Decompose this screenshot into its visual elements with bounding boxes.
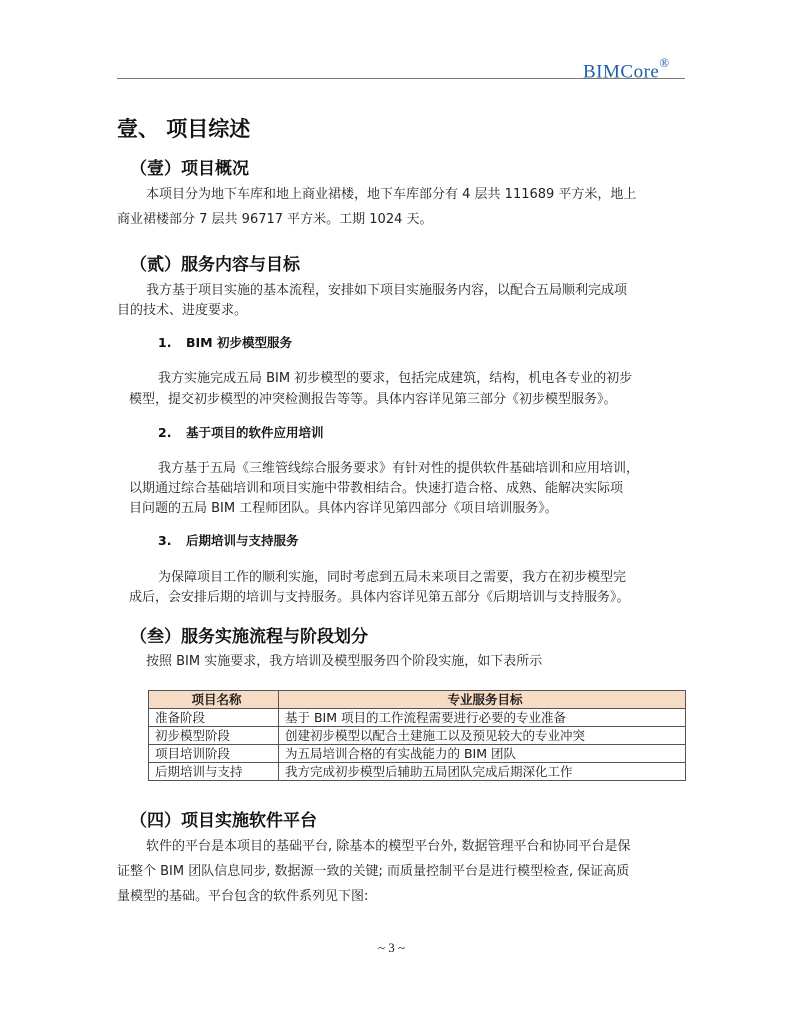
table-cell-phase: 项目培训阶段 (149, 745, 279, 763)
item-3-title: 后期培训与支持服务 (186, 533, 299, 548)
item-3-heading (158, 531, 299, 549)
table-cell-goal: 我方完成初步模型后辅助五局团队完成后期深化工作 (279, 763, 686, 781)
s3-intro: 按照 BIM 实施要求，我方培训及模型服务四个阶段实施，如下表所示 (146, 654, 543, 669)
item-2-title: 基于项目的软件应用培训 (186, 425, 324, 440)
s2-line-2: 目的技术、进度要求。 (117, 303, 248, 318)
table-cell-phase: 后期培训与支持 (149, 763, 279, 781)
item-2-number: 2. (158, 425, 172, 440)
s4-line-1: 软件的平台是本项目的基础平台, 除基本的模型平台外, 数据管理平台和协同平台是保 (146, 839, 631, 854)
item-2-line-1: 我方基于五局《三维管线综合服务要求》有针对性的提供软件基础培训和应用培训， (158, 461, 640, 476)
item-1-heading (158, 333, 292, 351)
phase-table (148, 690, 686, 781)
s2-heading: （贰）服务内容与目标 (130, 255, 300, 275)
item-3-line-2: 成后，会安排后期的培训与支持服务。具体内容详见第五部分《后期培训与支持服务》。 (129, 590, 630, 605)
item-2-heading (158, 423, 324, 441)
s4-heading: （四）项目实施软件平台 (130, 811, 317, 831)
table-row (149, 745, 686, 763)
table-row (149, 763, 686, 781)
item-1-number: 1. (158, 335, 172, 350)
section-title: 壹、 项目综述 (117, 117, 251, 141)
registered-mark: ® (659, 55, 670, 70)
s3-heading: （叁）服务实施流程与阶段划分 (130, 627, 368, 647)
s1-heading: （壹）项目概况 (130, 159, 249, 179)
bimcore-logo: BIMCore® (583, 55, 670, 83)
item-1-title: BIM 初步模型服务 (186, 335, 292, 350)
table-row (149, 727, 686, 745)
s1-line-2: 商业裙楼部分 7 层共 96717 平方米。工期 1024 天。 (117, 212, 433, 227)
table-header-row (149, 691, 686, 709)
table-cell-goal: 为五局培训合格的有实战能力的 BIM 团队 (279, 745, 686, 763)
item-3-line-1: 为保障项目工作的顺利实施，同时考虑到五局未来项目之需要，我方在初步模型完 (158, 570, 627, 585)
table-header-name: 项目名称 (149, 691, 279, 709)
item-3-number: 3. (158, 533, 172, 548)
table-cell-phase: 准备阶段 (149, 709, 279, 727)
item-2-line-2: 以期通过综合基础培训和项目实施中带教相结合。快速打造合格、成熟、能解决实际项 (129, 481, 624, 496)
s1-line-1: 本项目分为地下车库和地上商业裙楼，地下车库部分有 4 层共 111689 平方米，地上 (146, 187, 637, 202)
item-2-line-3: 目问题的五局 BIM 工程师团队。具体内容详见第四部分《项目培训服务》。 (129, 501, 558, 516)
item-1-line-1: 我方实施完成五局 BIM 初步模型的要求，包括完成建筑，结构，机电各专业的初步 (158, 371, 633, 386)
item-1-line-2: 模型，提交初步模型的冲突检测报告等等。具体内容详见第三部分《初步模型服务》。 (129, 392, 617, 407)
table-row (149, 709, 686, 727)
table-cell-phase: 初步模型阶段 (149, 727, 279, 745)
s2-line-1: 我方基于项目实施的基本流程，安排如下项目实施服务内容，以配合五局顺利完成项 (146, 283, 628, 298)
table-header-goal: 专业服务目标 (279, 691, 686, 709)
table-cell-goal: 基于 BIM 项目的工作流程需要进行必要的专业准备 (279, 709, 686, 727)
table-cell-goal: 创建初步模型以配合土建施工以及预见较大的专业冲突 (279, 727, 686, 745)
s4-line-3: 量模型的基础。平台包含的软件系列见下图: (117, 889, 369, 904)
page-number: ~ 3 ~ (378, 940, 406, 955)
s4-line-2: 证整个 BIM 团队信息同步, 数据源一致的关键; 而质量控制平台是进行模型检查, 保证高质 (117, 864, 630, 879)
